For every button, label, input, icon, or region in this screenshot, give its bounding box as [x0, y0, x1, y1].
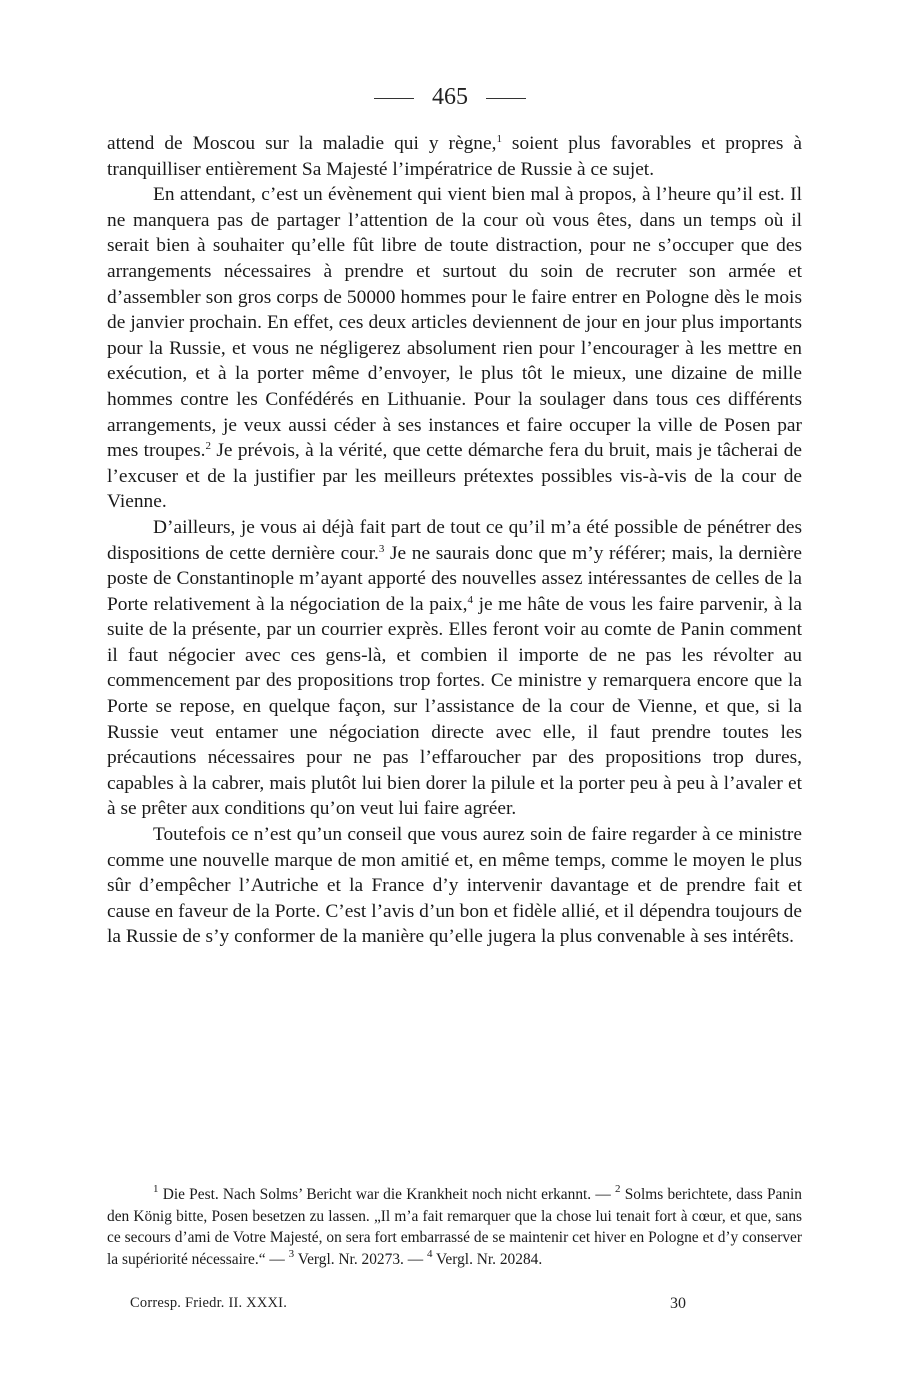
text-run: soient plus favorables et propres à tranquilliser entièrement Sa Majesté l’impératrice de Russie à ce sujet.: [107, 133, 802, 180]
text-run: Die Pest. Nach Solms’ Bericht war die Krankheit noch nicht erkannt. —: [158, 1186, 615, 1203]
signature-mark: Corresp. Friedr. II. XXXI.: [130, 1295, 288, 1311]
sheet-number: 30: [670, 1295, 686, 1312]
footnote-marker: 3: [378, 542, 385, 555]
body-text: [107, 131, 802, 950]
header-dash-right: [486, 98, 526, 99]
footnotes: [107, 1184, 802, 1270]
paragraph: [107, 182, 802, 515]
text-run: Je prévois, à la vérité, que cette démarche fera du bruit, mais je tâcherai de l’excuser et de la justifier par les meilleurs prétextes possibles vis-à-vis de la cour de Vienne.: [107, 440, 803, 513]
footnote-marker: 2: [615, 1183, 621, 1195]
footnote-marker: 2: [205, 440, 212, 453]
footnote-marker: 1: [153, 1183, 159, 1195]
text-run: En attendant, c’est un évènement qui vient bien mal à propos, à l’heure qu’il est. Il ne manquera pas de partager l’attention de la cour où vous êtes, dans un temps où il serait bien à souhaiter qu’elle fût libre de toute distraction, pour ne s’occuper que des arrangements nécessaires à prendre et surtout du soin de recruter son armée et d’assembler son gros corps de 50000 hommes pour le faire entrer en Pologne dès le mois de janvier prochain. En effet, ces deux articles deviennent de jour en jour plus importants pour la Russie, et vous ne négligerez absolument rien pour l’encourager à les mettre en exécution, et à la porter même d’envoyer, le plus tôt le mieux, une dizaine de mille hommes contre les Confédérés en Lithuanie. Pour la soulager dans tous ces différents arrangements, je veux aussi céder à ses instances et faire occuper la ville de Posen par mes troupes.: [107, 184, 802, 462]
text-run: Vergl. Nr. 20284.: [432, 1250, 543, 1268]
footnote-marker: 1: [496, 133, 502, 145]
page-number: 465: [432, 84, 468, 110]
paragraph: [107, 822, 802, 950]
text-run: Vergl. Nr. 20273. —: [294, 1250, 427, 1268]
text-run: D’ailleurs, je vous ai déjà fait part de tout ce qu’il m’a été possible de pénétrer des dispositions de cette dernière cour.: [107, 516, 802, 564]
text-run: je me hâte de vous les faire parvenir, à la suite de la présente, par un courrier exprès. Elles feront voir au comte de Panin comment il faut négocier avec ces gens-là, et combien il importe de ne pas les révolter au commencement par des propositions trop fortes. Ce ministre y remarquera encore que la Porte se repose, en quelque façon, sur l’assistance de la cour de Vienne, et que, si la Russie veut entamer une négociation directe avec elle, il faut prendre toutes les précautions nécessaires pour ne pas l’effaroucher par des propositions trop dures, capables à la cabrer, mais plutôt lui bien dorer la pilule et la porter peu à peu à l’avaler et à se prêter aux conditions qu’on veut lui faire agréer.: [107, 593, 803, 820]
footnote-marker: 4: [426, 1247, 433, 1260]
paragraph: [107, 515, 802, 822]
text-run: Je ne saurais donc que m’y référer; mais, la dernière poste de Constantinople m’ayant apporté des nouvelles assez intéressantes de celles de la Porte relativement à la négociation de la paix,: [107, 542, 802, 615]
footnote-paragraph: [107, 1184, 802, 1270]
text-run: Solms berichtete, dass Panin den König bitte, Posen besetzen zu lassen. „Il m’a fait remarquer que la chose lui tenait fort à cœur, et que, sans ce secours d’ami de Votre Majesté, on sera fort embarrassé de se maintenir cet hiver en Pologne et d’y conserver la supériorité nécessaire.“ —: [107, 1186, 803, 1268]
header-dash-left: [374, 98, 414, 99]
page-header: [0, 84, 900, 111]
paragraph: [107, 131, 802, 182]
footnote-marker: 4: [467, 593, 473, 606]
footnote-marker: 3: [288, 1247, 295, 1260]
text-run: attend de Moscou sur la maladie qui y règne,: [107, 133, 497, 154]
text-run: Toutefois ce n’est qu’un conseil que vous aurez soin de faire regarder à ce ministre comme une nouvelle marque de mon amitié et, en même temps, comme le moyen le plus sûr d’empêcher l’Autriche et la France d’y intervenir davantage et de prendre fait et cause en faveur de la Porte. C’est l’avis d’un bon et fidèle allié, et il dépendra toujours de la Russie de s’y conformer de la manière qu’elle jugera la plus convenable à ses intérêts.: [107, 824, 802, 948]
